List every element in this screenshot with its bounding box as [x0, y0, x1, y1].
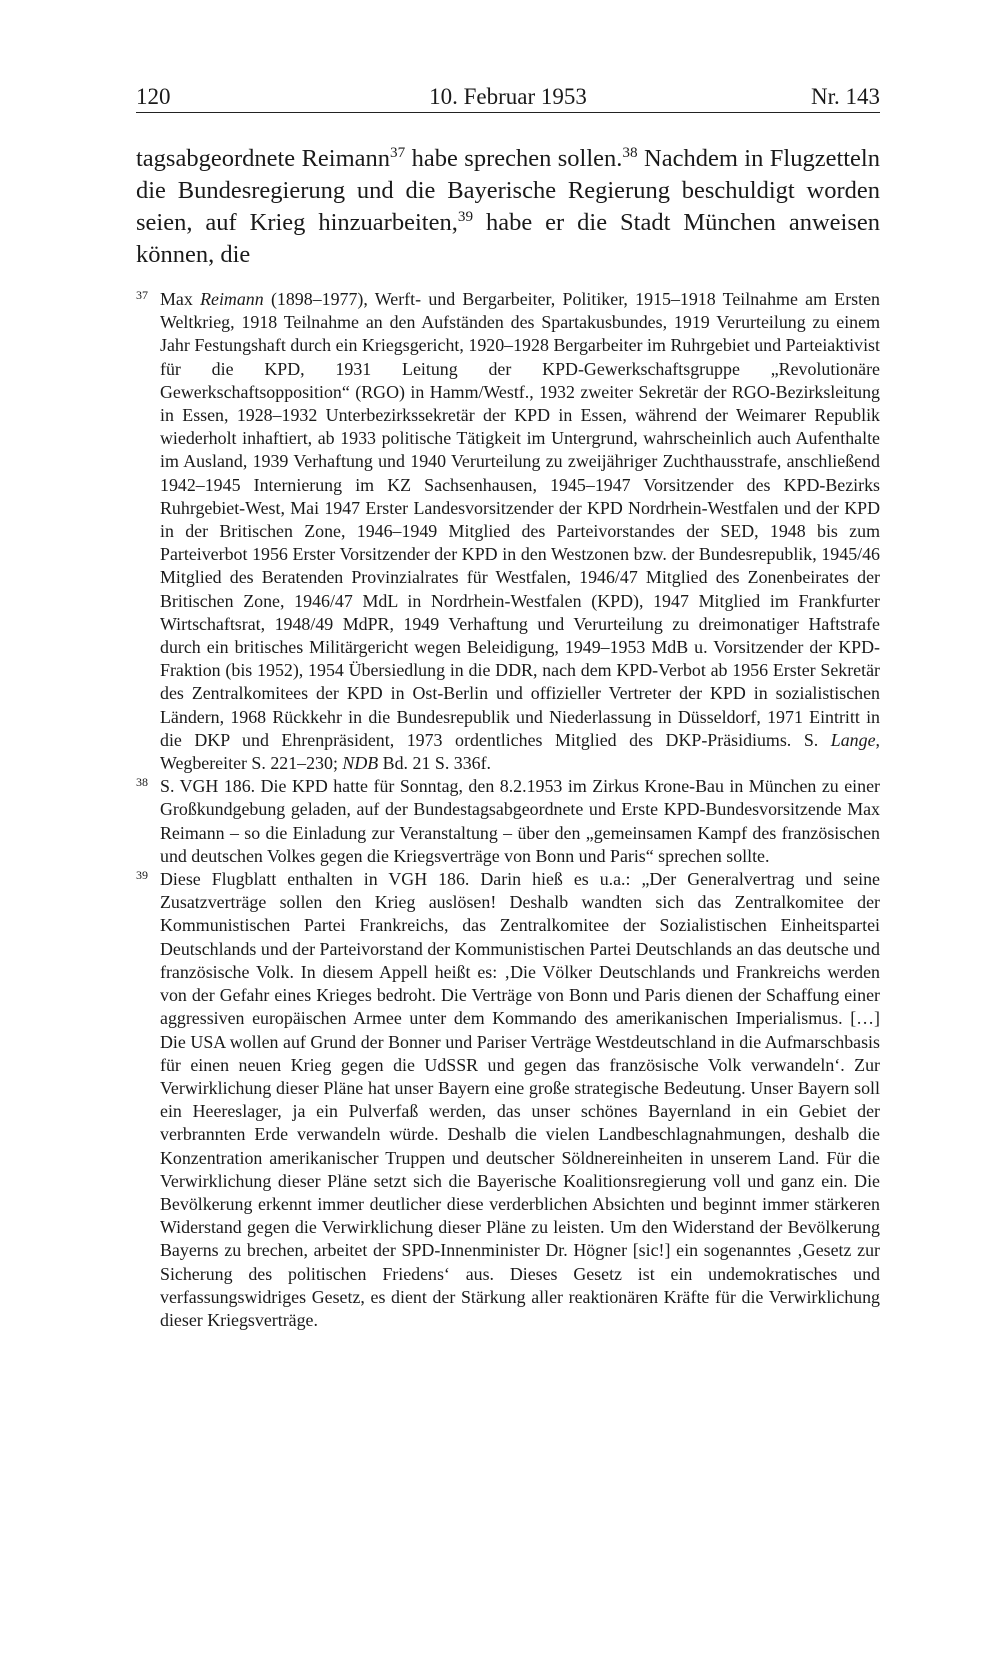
body-text-segment: Nachdem in Flugzetteln die Bundesregierung und die Bayerische Regierung beschuldigt worden seien, auf Krieg hinzuarbeiten, [136, 145, 880, 236]
document-number: Nr. 143 [811, 84, 880, 109]
header-date: 10. Februar 1953 [429, 84, 587, 109]
footnote-39 [136, 868, 880, 1332]
footnote-number: 37 [136, 288, 148, 302]
footnote-reference-39[interactable]: 39 [457, 207, 474, 225]
footnote-italic-name: Reimann [200, 289, 264, 309]
footnotes-section [136, 288, 880, 1332]
footnote-text-segment: , Wegbereiter S. 221–230; [160, 729, 880, 774]
page-number: 120 [136, 84, 171, 109]
running-header [136, 82, 880, 113]
footnote-text: Diese Flugblatt enthalten in VGH 186. Darin hieß es u.a.: „Der Generalvertrag und seine Zusatzverträge sollen den Krieg auslösen! Deshalb wandten sich das Zentralkomitee der Kommunistischen Partei Frankreichs, das Zentralkomitee der Sozialistischen Einheitspartei Deutschlands und der Parteivorstand der Kommunistischen Partei Deutschlands an das deutsche und französische Volk. In diesem Appell heißt es: ‚Die Völker Deutschlands und Frankreichs werden von der Gefahr eines Krieges bedroht. Die Verträge von Bonn und Paris dienen der Schaffung einer aggressiven europäischen Armee unter dem Kommando des amerikanischen Imperialismus. […] Die USA wollen auf Grund der Bonner und Pariser Verträge Westdeutschland in die Aufmarschbasis für einen neuen Krieg gegen die UdSSR und gegen das französische Volk verwandeln‘. Zur Verwirklichung dieser Pläne hat unser Bayern eine große strategische Bedeutung. Unser Bayern soll ein Heereslager, ja ein Pulverfaß werden, das unser schönes Bayernland in ein Gebiet der verbrannten Erde verwandeln würde. Deshalb die vielen Landbeschlagnahmungen, deshalb die Konzentration amerikanischer Truppen und deutscher Söldnereinheiten in unserem Land. Für die Verwirklichung dieser Pläne setzt sich die Bayerische Koalitionsregierung voll und ganz ein. Die Bevölkerung erkennt immer deutlicher diese verderblichen Absichten und beginnt immer stärkeren Widerstand gegen die Verwirklichung dieser Pläne zu leisten. Um den Widerstand der Bevölkerung Bayerns zu brechen, arbeitet der SPD-Innenminister Dr. Högner [sic!] ein sogenanntes ‚Gesetz zur Sicherung des politischen Friedens‘ aus. Dieses Gesetz ist ein undemokratisches und verfassungswidriges Gesetz, es dient der Stärkung aller reaktionären Kräfte für die Verwirklichung dieser Kriegsverträge. [160, 869, 880, 1330]
body-text-segment: habe sprechen sollen. [405, 145, 623, 172]
footnote-text: S. VGH 186. Die KPD hatte für Sonntag, den 8.2.1953 im Zirkus Krone-Bau in München zu einer Großkundgebung geladen, auf der Bundestagsabgeordnete und Erste KPD-Bundesvorsitzende Max Reimann – so die Einladung zur Veranstaltung – über den „gemeinsamen Kampf des französischen und deutschen Volkes gegen die Kriegsverträge von Bonn und Paris“ sprechen sollte. [160, 776, 880, 866]
footnote-reference-37[interactable]: 37 [390, 143, 406, 161]
body-text-segment: habe er die Stadt München anweisen können, die [136, 209, 880, 268]
footnote-text-segment: Max [160, 289, 201, 309]
body-text-segment: tagsabgeordnete Reimann [136, 145, 391, 172]
footnote-number: 39 [136, 868, 148, 883]
footnote-number: 38 [136, 775, 148, 790]
footnote-text-segment: Bd. 21 S. 336f. [378, 753, 492, 774]
footnote-italic-source: Lange [830, 729, 876, 750]
footnote-italic-source: NDB [342, 753, 379, 774]
footnote-text [160, 288, 880, 775]
body-paragraph [136, 143, 880, 271]
footnote-text-segment: (1898–1977), Werft- und Bergarbeiter, Politiker, 1915–1918 Teilnahme am Ersten Weltkrieg, 1918 Teilnahme an den Aufständen des Spartakusbundes, 1919 Verurteilung zu einem Jahr Festungshaft durch ein Kriegsgericht, 1920–1928 Bergarbeiter im Ruhrgebiet und Parteiaktivist für die KPD, 1931 Leitung der KPD-Gewerkschaftsgruppe „Revolutionäre Gewerkschaftsopposition“ (RGO) in Hamm/Westf., 1932 zweiter Sekretär der RGO-Bezirksleitung in Essen, 1928–1932 Unterbezirkssekretär der KPD in Essen, während der Weimarer Republik wiederholt inhaftiert, ab 1933 politische Tätigkeit im Untergrund, wahrscheinlich auch Aufenthalte im Ausland, 1939 Verhaftung und 1940 Verurteilung zu zweijähriger Zuchthausstrafe, anschließend 1942–1945 Internierung im KZ Sachsenhausen, 1945–1947 Vorsitzender des KPD-Bezirks Ruhrgebiet-West, Mai 1947 Erster Landesvorsitzender der KPD Nordrhein-Westfalen und der KPD in der Britischen Zone, 1946–1949 Mitglied des Parteivorstandes der SED, 1948 bis zum Parteiverbot 1956 Erster Vorsitzender der KPD in den Westzonen bzw. der Bundesrepublik, 1945/46 Mitglied des Beratenden Provinzialrates für Westfalen, 1946/47 Mitglied des Zonenbeirates der Britischen Zone, 1946/47 MdL in Nordrhein-Westfalen (KPD), 1947 Mitglied im Frankfurter Wirtschaftsrat, 1948/49 MdPR, 1949 Verhaftung und Verurteilung zu dreimonatiger Haftstrafe durch ein britisches Militärgericht wegen Beleidigung, 1949–1953 MdB u. Vorsitzender der KPD-Fraktion (bis 1952), 1954 Übersiedlung in die DDR, nach dem KPD-Verbot ab 1956 Erster Sekretär des Zentralkomitees der KPD in Ost-Berlin und offizieller Vertreter der KPD in sozialistischen Ländern, 1968 Rückkehr in die Bundesrepublik und Niederlassung in Düsseldorf, 1971 Eintritt in die DKP und Ehrenpräsident, 1973 ordentliches Mitglied des DKP-Präsidiums. S. [160, 289, 880, 750]
footnote-38 [136, 775, 880, 868]
footnote-37 [136, 288, 880, 775]
footnote-reference-38[interactable]: 38 [622, 143, 638, 161]
